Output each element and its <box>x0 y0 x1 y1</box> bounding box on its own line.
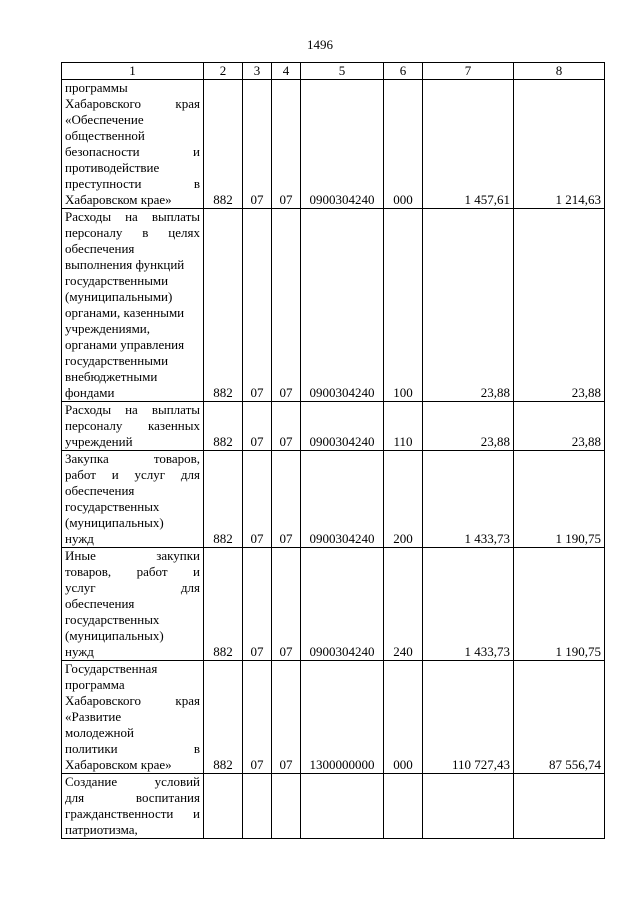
code-section-cell: 07 <box>243 209 272 402</box>
header-cell-2: 2 <box>204 63 243 80</box>
code-admin-cell <box>204 774 243 839</box>
row-name-line: товаров, работ и <box>65 564 200 579</box>
row-name-line: (муниципальных) <box>65 515 164 530</box>
row-name-line: Иные закупки <box>65 548 200 563</box>
row-name-line: гражданственности и <box>65 806 200 821</box>
row-name-line: Хабаровском крае» <box>65 757 172 772</box>
row-name-line: государственных <box>65 612 160 627</box>
code-target-article-cell: 0900304240 <box>301 402 384 451</box>
row-name-line: внебюджетными <box>65 369 158 384</box>
code-admin-cell: 882 <box>204 548 243 661</box>
table-row <box>62 548 605 661</box>
code-section-cell: 07 <box>243 80 272 209</box>
code-expense-type-cell: 000 <box>384 80 423 209</box>
header-cell-5: 5 <box>301 63 384 80</box>
code-section-cell: 07 <box>243 402 272 451</box>
row-name-line: преступности в <box>65 176 200 191</box>
row-name-cell <box>62 774 204 839</box>
row-name-line: обеспечения <box>65 483 135 498</box>
amount-col8-cell <box>514 774 605 839</box>
code-target-article-cell: 1300000000 <box>301 661 384 774</box>
code-expense-type-cell: 100 <box>384 209 423 402</box>
code-admin-cell: 882 <box>204 402 243 451</box>
header-cell-8: 8 <box>514 63 605 80</box>
code-target-article-cell <box>301 774 384 839</box>
row-name-line: молодежной <box>65 725 134 740</box>
amount-col7-cell <box>423 774 514 839</box>
row-name-line: органами, казенными <box>65 305 185 320</box>
amount-col7-cell: 1 433,73 <box>423 548 514 661</box>
header-cell-4: 4 <box>272 63 301 80</box>
amount-col8-cell: 87 556,74 <box>514 661 605 774</box>
row-name-line: Закупка товаров, <box>65 451 200 466</box>
table-row <box>62 209 605 402</box>
code-admin-cell: 882 <box>204 451 243 548</box>
header-cell-1: 1 <box>62 63 204 80</box>
row-name-line: Расходы на выплаты <box>65 209 200 224</box>
table-body <box>62 80 605 839</box>
row-name-line: (муниципальными) <box>65 289 173 304</box>
row-name-line: учреждений <box>65 434 133 449</box>
code-section-cell: 07 <box>243 548 272 661</box>
amount-col8-cell: 23,88 <box>514 209 605 402</box>
row-name-line: политики в <box>65 741 200 756</box>
amount-col8-cell: 23,88 <box>514 402 605 451</box>
header-cell-3: 3 <box>243 63 272 80</box>
code-subsection-cell: 07 <box>272 548 301 661</box>
table-row <box>62 451 605 548</box>
code-subsection-cell: 07 <box>272 451 301 548</box>
row-name-line: общественной <box>65 128 145 143</box>
row-name-line: для воспитания <box>65 790 200 805</box>
header-cell-6: 6 <box>384 63 423 80</box>
table-row <box>62 774 605 839</box>
row-name-line: органами управления <box>65 337 185 352</box>
code-subsection-cell <box>272 774 301 839</box>
amount-col7-cell: 1 457,61 <box>423 80 514 209</box>
amount-col7-cell: 23,88 <box>423 209 514 402</box>
code-expense-type-cell: 110 <box>384 402 423 451</box>
code-expense-type-cell: 200 <box>384 451 423 548</box>
row-name-line: противодействие <box>65 160 160 175</box>
row-name-line: безопасности и <box>65 144 200 159</box>
row-name-cell <box>62 209 204 402</box>
amount-col8-cell: 1 190,75 <box>514 548 605 661</box>
row-name-line: персоналу в целях <box>65 225 200 240</box>
code-target-article-cell: 0900304240 <box>301 80 384 209</box>
row-name-cell <box>62 451 204 548</box>
row-name-line: государственными <box>65 273 169 288</box>
row-name-line: (муниципальных) <box>65 628 164 643</box>
page-number: 1496 <box>307 37 333 52</box>
row-name-line: Хабаровского края <box>65 693 200 708</box>
row-name-line: «Развитие <box>65 709 122 724</box>
row-name-line: Хабаровском крае» <box>65 192 172 207</box>
row-name-line: персоналу казенных <box>65 418 200 433</box>
header-cell-7: 7 <box>423 63 514 80</box>
table-row <box>62 661 605 774</box>
row-name-line: программы <box>65 80 128 95</box>
amount-col7-cell: 23,88 <box>423 402 514 451</box>
row-name-cell <box>62 548 204 661</box>
code-admin-cell: 882 <box>204 80 243 209</box>
table-row <box>62 402 605 451</box>
row-name-cell <box>62 402 204 451</box>
code-section-cell <box>243 774 272 839</box>
row-name-line: «Обеспечение <box>65 112 144 127</box>
row-name-line: Государственная <box>65 661 158 676</box>
header-row <box>62 63 605 80</box>
row-name-line: фондами <box>65 385 115 400</box>
row-name-line: нужд <box>65 531 94 546</box>
row-name-line: государственными <box>65 353 169 368</box>
code-expense-type-cell: 240 <box>384 548 423 661</box>
row-name-line: Хабаровского края <box>65 96 200 111</box>
row-name-line: учреждениями, <box>65 321 151 336</box>
code-subsection-cell: 07 <box>272 661 301 774</box>
row-name-cell <box>62 80 204 209</box>
code-admin-cell: 882 <box>204 661 243 774</box>
code-subsection-cell: 07 <box>272 402 301 451</box>
row-name-line: выполнения функций <box>65 257 185 272</box>
code-target-article-cell: 0900304240 <box>301 209 384 402</box>
code-expense-type-cell <box>384 774 423 839</box>
row-name-cell <box>62 661 204 774</box>
row-name-line: программа <box>65 677 125 692</box>
table-row <box>62 80 605 209</box>
code-section-cell: 07 <box>243 451 272 548</box>
code-target-article-cell: 0900304240 <box>301 548 384 661</box>
row-name-line: государственных <box>65 499 160 514</box>
row-name-line: Создание условий <box>65 774 200 789</box>
code-admin-cell: 882 <box>204 209 243 402</box>
row-name-line: обеспечения <box>65 596 135 611</box>
code-expense-type-cell: 000 <box>384 661 423 774</box>
code-target-article-cell: 0900304240 <box>301 451 384 548</box>
budget-table <box>61 62 605 839</box>
row-name-line: работ и услуг для <box>65 467 200 482</box>
amount-col7-cell: 110 727,43 <box>423 661 514 774</box>
row-name-line: обеспечения <box>65 241 135 256</box>
code-subsection-cell: 07 <box>272 80 301 209</box>
row-name-line: услуг для <box>65 580 200 595</box>
amount-col8-cell: 1 214,63 <box>514 80 605 209</box>
row-name-line: Расходы на выплаты <box>65 402 200 417</box>
code-subsection-cell: 07 <box>272 209 301 402</box>
amount-col7-cell: 1 433,73 <box>423 451 514 548</box>
amount-col8-cell: 1 190,75 <box>514 451 605 548</box>
row-name-line: нужд <box>65 644 94 659</box>
code-section-cell: 07 <box>243 661 272 774</box>
row-name-line: патриотизма, <box>65 822 138 837</box>
